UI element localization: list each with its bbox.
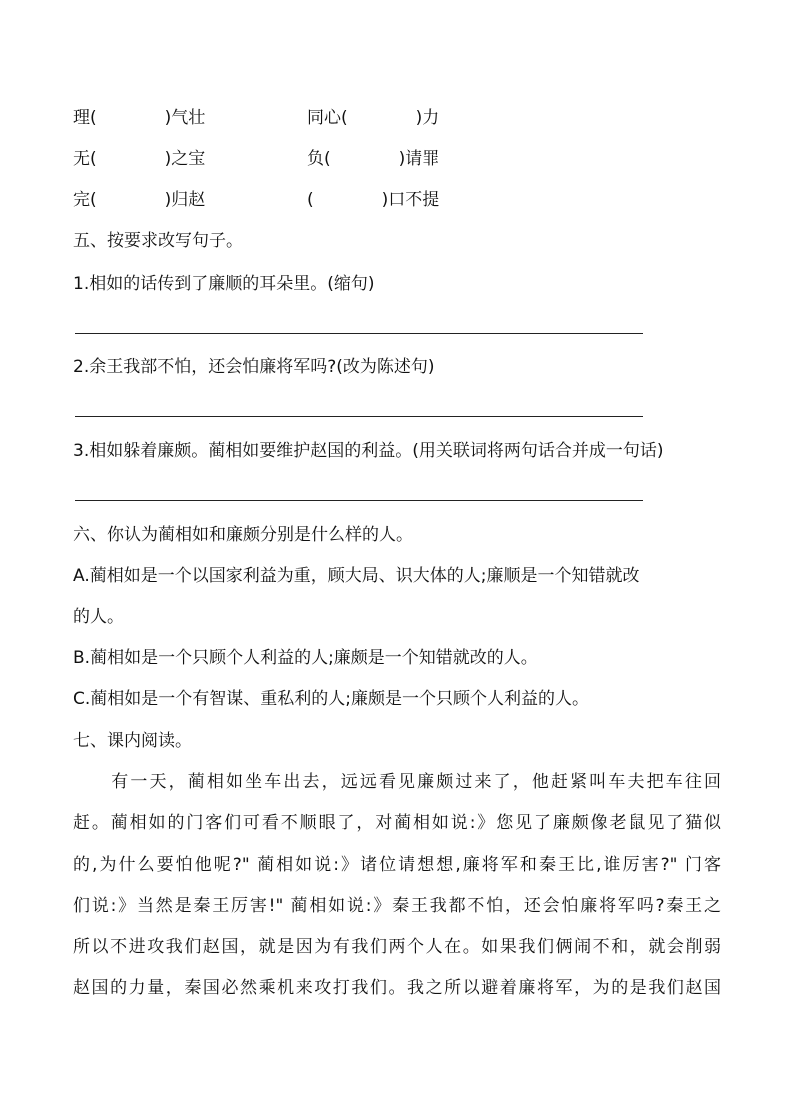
answer-line-1 [75, 333, 643, 334]
option-a-line-2: 的人。 [73, 607, 124, 627]
question-5-2: 2.余王我部不怕，还会怕廉将军吗?(改为陈述句) [73, 357, 435, 377]
idiom-fill-2: 同心( )力 [307, 108, 440, 128]
question-5-3: 3.相如躲着廉颇。蔺相如要维护赵国的利益。(用关联词将两句话合并成一句话) [73, 441, 664, 461]
question-5-1: 1.相如的话传到了廉顺的耳朵里。(缩句) [73, 274, 375, 294]
passage-line-4: 们说:》当然是秦王厉害!" 蔺相如说:》秦王我都不怕，还会怕廉将军吗?秦王之 [73, 896, 721, 916]
passage-line-3: 的,为什么要怕他呢?" 蔺相如说:》诸位请想想,廉将军和秦王比,谁厉害?" 门客 [73, 855, 721, 875]
idiom-fill-6: ( )口不提 [307, 190, 440, 210]
section-7-title: 七、课内阅读。 [73, 731, 192, 751]
idiom-fill-1: 理( )气壮 [73, 108, 206, 128]
section-5-title: 五、按要求改写句子。 [73, 231, 243, 251]
passage-line-5: 所以不进攻我们赵国，就是因为有我们两个人在。如果我们俩闹不和，就会削弱 [73, 937, 721, 957]
answer-line-3 [75, 500, 643, 501]
idiom-fill-3: 无( )之宝 [73, 149, 206, 169]
idiom-fill-4: 负( )请罪 [307, 149, 440, 169]
answer-line-2 [75, 416, 643, 417]
passage-line-2: 赶。蔺相如的门客们可看不顺眼了，对蔺相如说:》您见了廉颇像老鼠见了猫似 [73, 813, 721, 833]
idiom-fill-5: 完( )归赵 [73, 190, 206, 210]
passage-line-6: 赵国的力量，秦国必然乘机来攻打我们。我之所以避着廉将军，为的是我们赵国 [73, 978, 721, 998]
option-a-line-1: A.蔺相如是一个以国家利益为重，顾大局、识大体的人;廉顺是一个知错就改 [73, 566, 640, 586]
option-c: C.蔺相如是一个有智谋、重私利的人;廉颇是一个只顾个人利益的人。 [73, 689, 590, 709]
passage-line-1: 有一天，蔺相如坐车出去，远远看见廉颇过来了，他赶紧叫车夫把车往回 [73, 772, 721, 792]
section-6-title: 六、你认为蔺相如和廉颇分别是什么样的人。 [73, 525, 413, 545]
option-b: B.蔺相如是一个只顾个人利益的人;廉颇是一个知错就改的人。 [73, 648, 538, 668]
